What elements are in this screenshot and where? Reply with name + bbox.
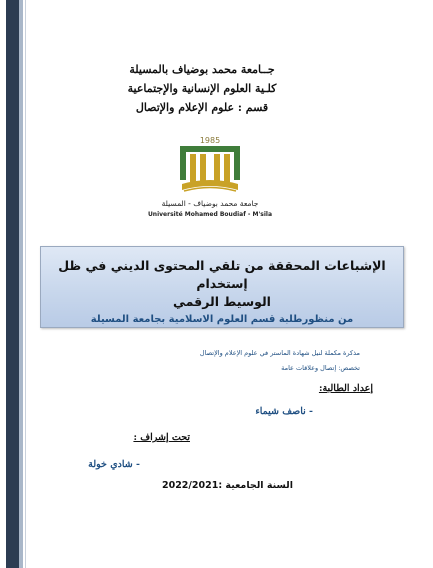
student-name: - ناصف شيماء bbox=[255, 406, 313, 417]
university-logo bbox=[130, 134, 290, 220]
degree-statement: مذكرة مكملة لنيل شهادة الماستر في علوم الإعلام والإتصال bbox=[199, 349, 360, 357]
thesis-title-box bbox=[40, 246, 404, 328]
logo-latin-name: Université Mohamed Boudiaf - M'sila bbox=[147, 211, 273, 218]
faculty-name: كلـية العلوم الإنسانية والإجتماعية bbox=[127, 82, 277, 95]
department-name: قسم : علوم الإعلام والإتصال bbox=[135, 101, 269, 114]
university-name: جــامعة محمد بوضياف بالمسيلة bbox=[129, 63, 275, 76]
academic-year: السنة الجامعية :2022/2021 bbox=[161, 480, 293, 491]
logo-year: 1985 bbox=[199, 136, 221, 145]
university-header bbox=[117, 60, 287, 117]
logo-arabic-name: جامعة محمد بوضياف - المسيلة bbox=[161, 199, 259, 208]
left-border-thin bbox=[25, 0, 26, 568]
specialization: تخصص: إتصال وعلاقات عامة bbox=[281, 364, 360, 372]
thesis-title-line2: الوسيط الرقمي bbox=[173, 294, 271, 309]
thesis-subtitle: من منظورطلبة قسم العلوم الاسلامية بجامعة المسيلة bbox=[90, 314, 354, 325]
thesis-title-line1: الإشباعات المحققة من تلقي المحتوى الديني في ظل إستخدام bbox=[58, 258, 386, 291]
supervisor-name: - شادي خولة bbox=[88, 459, 140, 470]
left-border-dark bbox=[6, 0, 19, 568]
prepared-by-label: إعداد الطالبة: bbox=[318, 383, 373, 394]
supervision-label: تحت إشراف : bbox=[133, 432, 190, 443]
left-border-light bbox=[19, 0, 23, 568]
